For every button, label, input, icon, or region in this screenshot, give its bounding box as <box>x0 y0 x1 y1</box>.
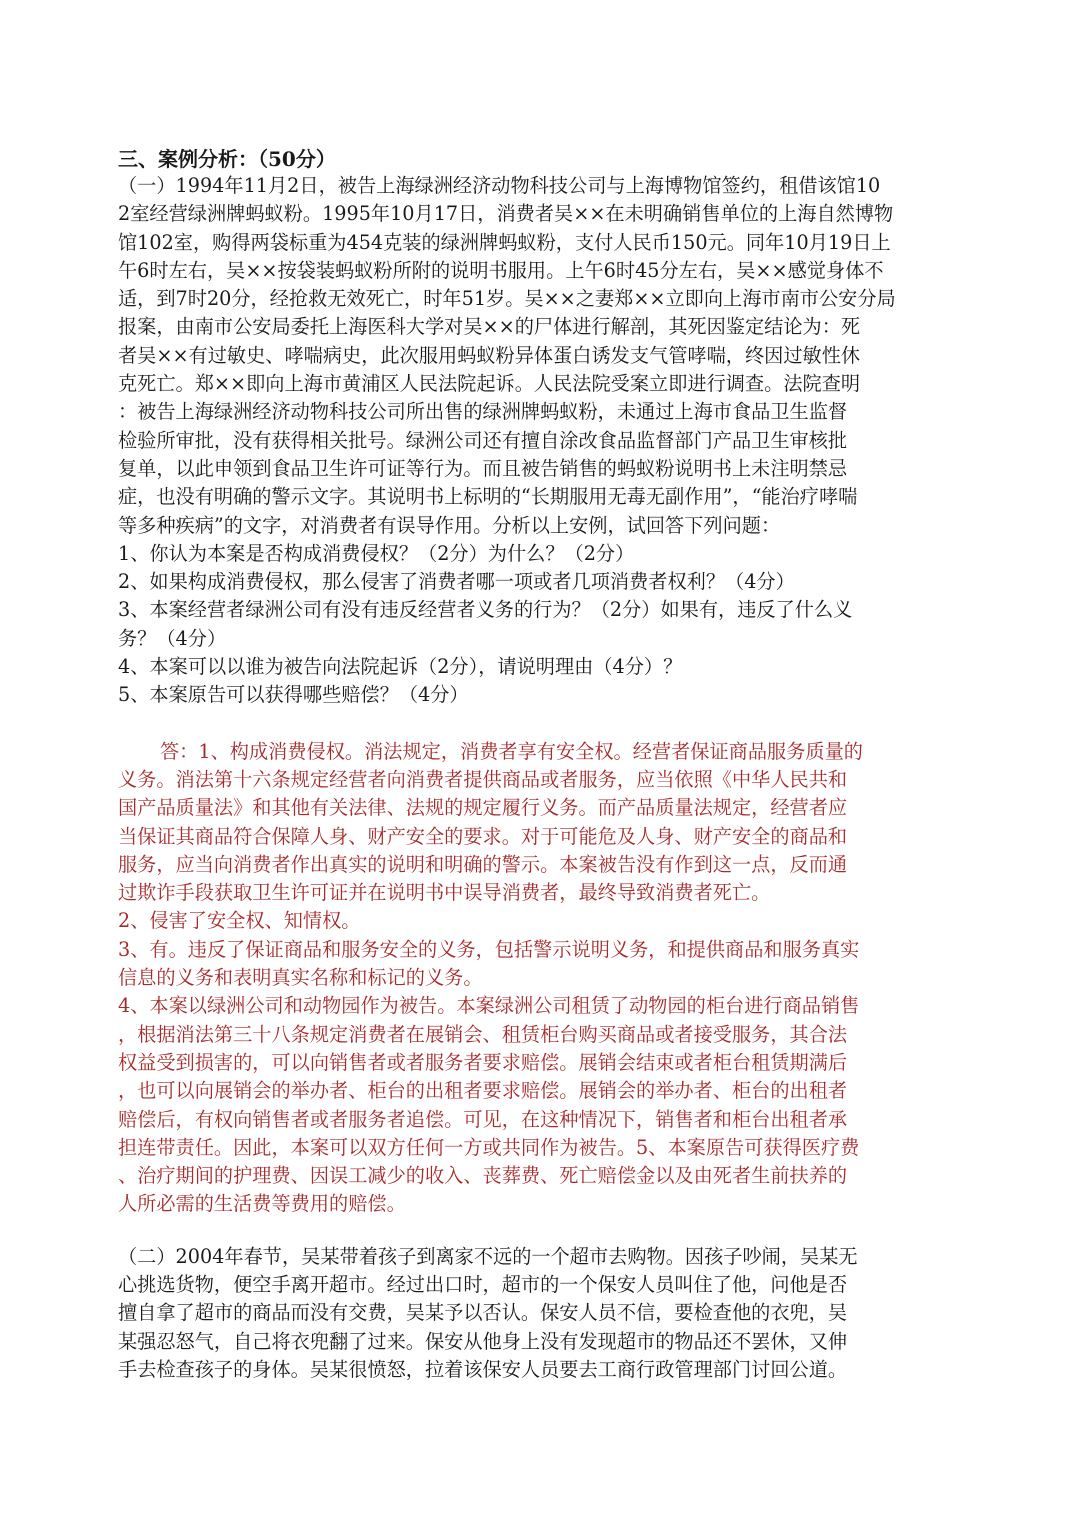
case2-line: 擅自拿了超市的商品而没有交费，吴某予以否认。保安人员不信，要检查他的衣兜，吴 <box>118 1301 848 1325</box>
answer-line: 信息的义务和表明真实名称和标记的义务。 <box>118 966 483 990</box>
answer-line: 3、有。违反了保证商品和服务安全的义务，包括警示说明义务，和提供商品和服务真实 <box>118 937 860 961</box>
case2-line: 某强忍怒气，自己将衣兜翻了过来。保安从他身上没有发现超市的物品还不罢休，又伸 <box>118 1329 848 1353</box>
case1-line: 等多种疾病”的文字，对消费者有误导作用。分析以上安例，试回答下列问题： <box>118 513 781 537</box>
question-3: 3、本案经营者绿洲公司有没有违反经营者义务的行为？（2分）如果有，违反了什么义 <box>118 598 853 622</box>
case1-line: 复单，以此申领到食品卫生许可证等行为。而且被告销售的蚂蚁粉说明书上未注明禁忌 <box>118 456 848 480</box>
question-3-cont: 务？（4分） <box>118 626 227 650</box>
answer-line: 权益受到损害的，可以向销售者或者服务者要求赔偿。展销会结束或者柜台租赁期满后 <box>118 1050 848 1074</box>
answer-line: 2、侵害了安全权、知情权。 <box>118 909 361 933</box>
answer-line: ，根据消法第三十八条规定消费者在展销会、租赁柜台购买商品或者接受服务，其合法 <box>118 1022 848 1046</box>
answer-line: 当保证其商品符合保障人身、财产安全的要求。对于可能危及人身、财产安全的商品和 <box>118 824 848 848</box>
case-1 <box>118 172 968 710</box>
answer-line: 、治疗期间的护理费、因误工减少的收入、丧葬费、死亡赔偿金以及由死者生前扶养的 <box>118 1164 848 1188</box>
case1-line: 检验所审批，没有获得相关批号。绿洲公司还有擅自涂改食品监督部门产品卫生审核批 <box>118 428 848 452</box>
case1-line: 馆102室，购得两袋标重为454克装的绿洲牌蚂蚁粉，支付人民币150元。同年10月19日上 <box>118 230 891 254</box>
answer-block <box>118 738 968 1219</box>
case2-line: （二）2004年春节，吴某带着孩子到离家不远的一个超市去购物。因孩子吵闹，吴某无 <box>118 1244 858 1268</box>
question-4: 4、本案可以以谁为被告向法院起诉（2分），请说明理由（4分）？ <box>118 655 683 679</box>
case-2 <box>118 1243 968 1384</box>
case1-line: 报案，由南市公安局委托上海医科大学对吴××的尸体进行解剖，其死因鉴定结论为：死 <box>118 315 861 339</box>
question-1: 1、你认为本案是否构成消费侵权？（2分）为什么？（2分） <box>118 541 635 565</box>
case1-line: 午6时左右，吴××按袋装蚂蚁粉所附的说明书服用。上午6时45分左右，吴××感觉身体不 <box>118 258 884 282</box>
question-5: 5、本案原告可以获得哪些赔偿？（4分） <box>118 683 469 707</box>
document-page <box>118 146 968 1384</box>
answer-line: 国产品质量法》和其他有关法律、法规的规定履行义务。而产品质量法规定，经营者应 <box>118 796 848 820</box>
case1-line: 克死亡。郑××即向上海市黄浦区人民法院起诉。人民法院受案立即进行调查。法院查明 <box>118 372 861 396</box>
case1-line: 2室经营绿洲牌蚂蚁粉。1995年10月17日，消费者吴××在未明确销售单位的上海自然博物 <box>118 202 894 226</box>
answer-line: 答：1、构成消费侵权。消法规定，消费者享有安全权。经营者保证商品服务质量的 <box>160 739 863 763</box>
case1-line: ：被告上海绿洲经济动物科技公司所出售的绿洲牌蚂蚁粉，未通过上海市食品卫生监督 <box>118 400 848 424</box>
answer-line: 人所必需的生活费等费用的赔偿。 <box>118 1192 406 1216</box>
case1-line: 适，到7时20分，经抢救无效死亡，时年51岁。吴××之妻郑××立即向上海市南市公安分局 <box>118 287 896 311</box>
question-2: 2、如果构成消费侵权，那么侵害了消费者哪一项或者几项消费者权利？（4分） <box>118 570 795 594</box>
answer-line: 担连带责任。因此，本案可以双方任何一方或共同作为被告。5、本案原告可获得医疗费 <box>118 1135 860 1159</box>
case1-line: （一）1994年11月2日，被告上海绿洲经济动物科技公司与上海博物馆签约，租借该馆10 <box>118 174 881 197</box>
case2-line: 手去检查孩子的身体。吴某很愤怒，拉着该保安人员要去工商行政管理部门讨回公道。 <box>118 1357 848 1381</box>
answer-line: 4、本案以绿洲公司和动物园作为被告。本案绿洲公司租赁了动物园的柜台进行商品销售 <box>118 994 860 1018</box>
answer-line: 义务。消法第十六条规定经营者向消费者提供商品或者服务，应当依照《中华人民共和 <box>118 767 848 791</box>
answer-line: 赔偿后，有权向销售者或者服务者追偿。可见，在这种情况下，销售者和柜台出租者承 <box>118 1107 848 1131</box>
section-title: 三、案例分析：（50分） <box>118 147 336 171</box>
answer-line: ，也可以向展销会的举办者、柜台的出租者要求赔偿。展销会的举办者、柜台的出租者 <box>118 1079 848 1103</box>
answer-line: 服务，应当向消费者作出真实的说明和明确的警示。本案被告没有作到这一点，反而通 <box>118 852 848 876</box>
answer-line: 过欺诈手段获取卫生许可证并在说明书中误导消费者，最终导致消费者死亡。 <box>118 881 771 905</box>
case1-line: 症，也没有明确的警示文字。其说明书上标明的“长期服用无毒无副作用”，“能治疗哮喘 <box>118 485 858 509</box>
case1-line: 者吴××有过敏史、哮喘病史，此次服用蚂蚁粉异体蛋白诱发支气管哮喘，终因过敏性休 <box>118 343 861 367</box>
case2-line: 心挑选货物，便空手离开超市。经过出口时，超市的一个保安人员叫住了他，问他是否 <box>118 1272 848 1296</box>
